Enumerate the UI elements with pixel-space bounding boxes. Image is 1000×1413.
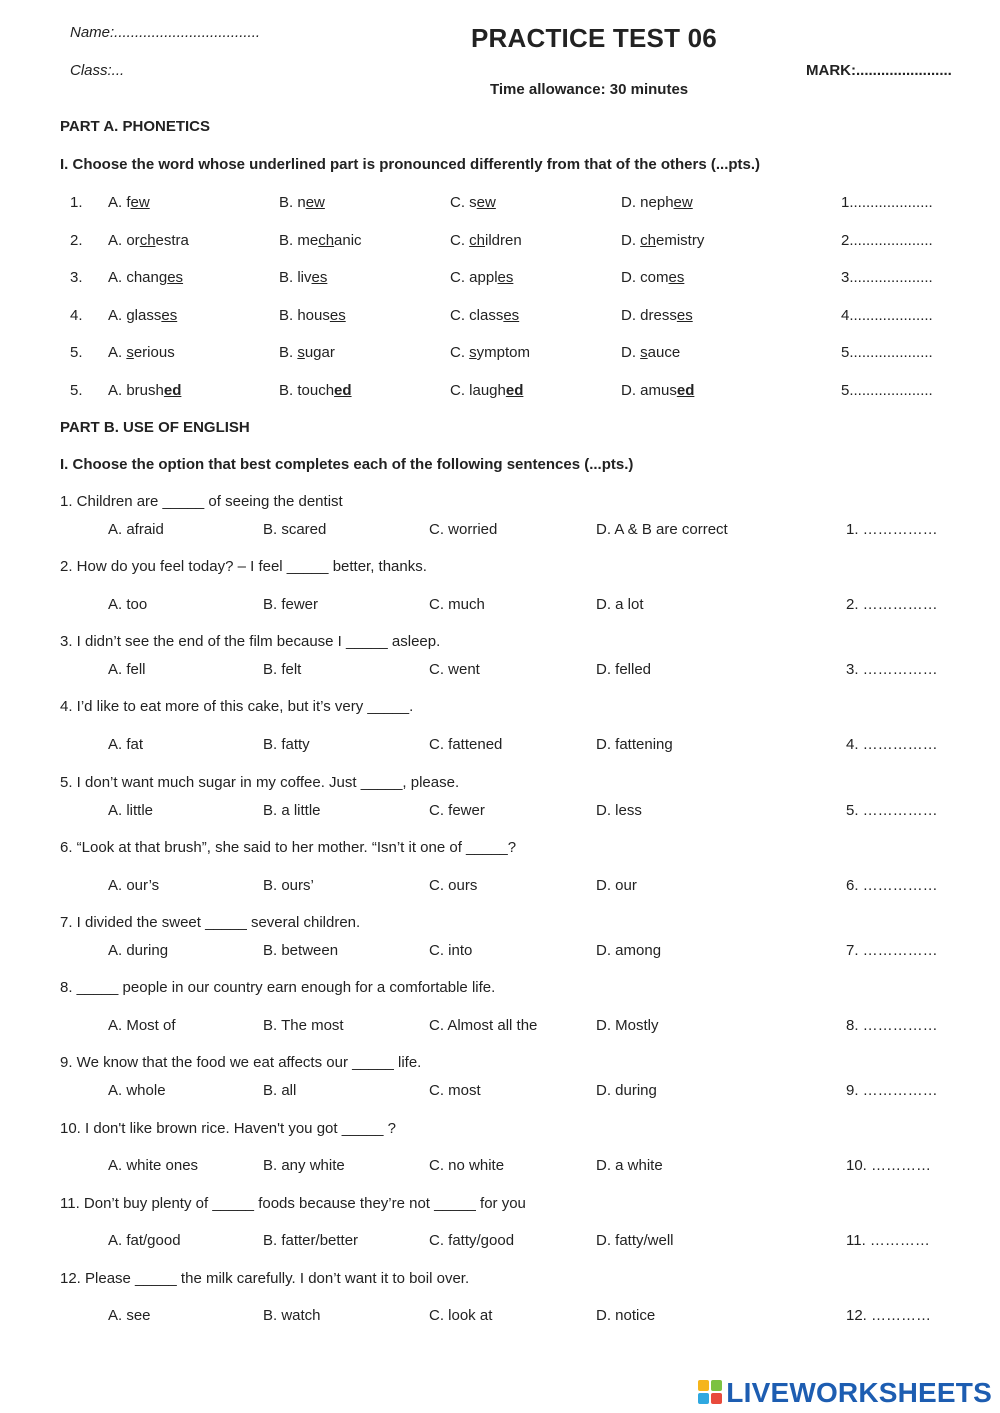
- answer-option[interactable]: B. fewer: [263, 596, 319, 613]
- underlined-part: s: [640, 344, 648, 361]
- underlined-part: es: [311, 269, 328, 286]
- answer-option[interactable]: B. fatty: [263, 736, 310, 753]
- phonetics-option[interactable]: [621, 194, 693, 211]
- answer-option[interactable]: C. ours: [429, 877, 478, 894]
- answer-option[interactable]: B. between: [263, 942, 339, 959]
- question-text: 6. “Look at that brush”, she said to her mother. “Isn’t it one of _____?: [60, 839, 517, 856]
- option-text: C. appl: [450, 269, 498, 286]
- answer-option[interactable]: C. much: [429, 596, 485, 613]
- phonetics-item-number: 5.: [70, 344, 83, 361]
- underlined-part: es: [167, 269, 184, 286]
- answer-option[interactable]: D. a lot: [596, 596, 644, 613]
- question-text: 9. We know that the food we eat affects our _____ life.: [60, 1054, 422, 1071]
- answer-option[interactable]: B. scared: [263, 521, 327, 538]
- underlined-part: ch: [640, 232, 657, 249]
- phonetics-option[interactable]: [279, 194, 325, 211]
- underlined-part: s: [469, 344, 477, 361]
- phonetics-option[interactable]: [279, 344, 335, 361]
- answer-option[interactable]: A. white ones: [108, 1157, 199, 1174]
- answer-option[interactable]: A. little: [108, 802, 154, 819]
- answer-option[interactable]: C. into: [429, 942, 473, 959]
- phonetics-option[interactable]: [450, 344, 530, 361]
- underlined-part: ch: [318, 232, 335, 249]
- answer-option[interactable]: B. felt: [263, 661, 302, 678]
- phonetics-option[interactable]: [621, 307, 693, 324]
- phonetics-option[interactable]: [108, 344, 175, 361]
- question-text: 4. I’d like to eat more of this cake, but it’s very _____.: [60, 698, 414, 715]
- answer-option[interactable]: C. fattened: [429, 736, 503, 753]
- answer-option[interactable]: D. during: [596, 1082, 657, 1099]
- option-text: B. liv: [279, 269, 312, 286]
- page-title: PRACTICE TEST 06: [471, 23, 717, 53]
- question-text: 8. _____ people in our country earn enough for a comfortable life.: [60, 979, 496, 996]
- answer-option[interactable]: C. Almost all the: [429, 1017, 538, 1034]
- option-text: anic: [334, 232, 362, 249]
- option-text: A. brush: [108, 382, 164, 399]
- answer-option[interactable]: B. ours’: [263, 877, 314, 894]
- option-text: D. com: [621, 269, 669, 286]
- option-text: C. class: [450, 307, 504, 324]
- answer-option[interactable]: A. afraid: [108, 521, 164, 538]
- answer-option[interactable]: A. see: [108, 1307, 151, 1324]
- phonetics-option[interactable]: [108, 269, 183, 286]
- answer-blank[interactable]: 8. ……………: [846, 1017, 938, 1034]
- option-text: estra: [155, 232, 189, 249]
- underlined-part: ew: [476, 194, 496, 211]
- option-text: D.: [621, 344, 641, 361]
- answer-option[interactable]: C. worried: [429, 521, 498, 538]
- phonetics-item-number: 4.: [70, 307, 83, 324]
- option-text: emistry: [656, 232, 705, 249]
- question-text: 3. I didn’t see the end of the film because I _____ asleep.: [60, 633, 441, 650]
- answer-blank[interactable]: 9. ……………: [846, 1082, 938, 1099]
- option-text: A. or: [108, 232, 140, 249]
- answer-option[interactable]: D. Mostly: [596, 1017, 659, 1034]
- option-text: ymptom: [476, 344, 531, 361]
- phonetics-option[interactable]: [279, 232, 362, 249]
- time-allowance: Time allowance: 30 minutes: [490, 81, 689, 98]
- underlined-part: es: [497, 269, 514, 286]
- answer-option[interactable]: B. any white: [263, 1157, 345, 1174]
- answer-option[interactable]: D. a white: [596, 1157, 663, 1174]
- answer-option[interactable]: B. all: [263, 1082, 297, 1099]
- liveworksheets-logo-text: LIVEWORKSHEETS: [726, 1377, 992, 1408]
- phonetics-option[interactable]: [108, 382, 181, 399]
- answer-blank[interactable]: 4....................: [841, 307, 933, 324]
- option-text: B. me: [279, 232, 319, 249]
- liveworksheets-logo: [698, 1377, 992, 1409]
- phonetics-option[interactable]: [621, 382, 694, 399]
- phonetics-option[interactable]: [108, 307, 177, 324]
- answer-blank[interactable]: 1. ……………: [846, 521, 938, 538]
- option-text: erious: [133, 344, 175, 361]
- answer-option[interactable]: D. felled: [596, 661, 652, 678]
- underlined-part: es: [503, 307, 520, 324]
- answer-option[interactable]: D. fattening: [596, 736, 673, 753]
- option-text: A. glass: [108, 307, 162, 324]
- option-text: B.: [279, 344, 298, 361]
- phonetics-option[interactable]: [450, 382, 523, 399]
- part-a-instruction: I. Choose the word whose underlined part is pronounced differently from that of the others (...pts.): [60, 156, 761, 173]
- underlined-part: ch: [139, 232, 156, 249]
- underlined-part: es: [668, 269, 685, 286]
- phonetics-option[interactable]: [621, 344, 680, 361]
- option-text: C. s: [450, 194, 477, 211]
- answer-option[interactable]: D. fatty/well: [596, 1232, 674, 1249]
- answer-option[interactable]: B. fatter/better: [263, 1232, 359, 1249]
- answer-option[interactable]: D. less: [596, 802, 642, 819]
- question-text: 5. I don’t want much sugar in my coffee. Just _____, please.: [60, 774, 460, 791]
- answer-blank[interactable]: 2. ……………: [846, 596, 938, 613]
- option-text: B. n: [279, 194, 306, 211]
- underlined-part: es: [329, 307, 346, 324]
- option-text: A. chang: [108, 269, 168, 286]
- underlined-part: ed: [334, 382, 352, 399]
- answer-option[interactable]: D. A & B are correct: [596, 521, 728, 538]
- option-text: C.: [450, 232, 470, 249]
- phonetics-option[interactable]: [108, 194, 150, 211]
- answer-blank[interactable]: 5....................: [841, 382, 933, 399]
- option-text: D.: [621, 232, 641, 249]
- underlined-part: ed: [676, 382, 695, 399]
- answer-option[interactable]: B. watch: [263, 1307, 321, 1324]
- answer-option[interactable]: C. look at: [429, 1307, 493, 1324]
- underlined-part: ew: [130, 194, 150, 211]
- underlined-part: ed: [505, 382, 524, 399]
- option-text: B. hous: [279, 307, 330, 324]
- answer-option[interactable]: A. our’s: [108, 877, 160, 894]
- answer-option[interactable]: A. whole: [108, 1082, 166, 1099]
- phonetics-option[interactable]: [450, 232, 522, 249]
- phonetics-option[interactable]: [450, 269, 513, 286]
- question-text: 10. I don't like brown rice. Haven't you got _____ ?: [60, 1120, 396, 1137]
- answer-option[interactable]: C. fatty/good: [429, 1232, 515, 1249]
- phonetics-option[interactable]: [450, 194, 496, 211]
- phonetics-option[interactable]: [108, 232, 189, 249]
- option-text: auce: [647, 344, 681, 361]
- option-text: A.: [108, 344, 127, 361]
- option-text: C.: [450, 344, 470, 361]
- answer-option[interactable]: A. fat/good: [108, 1232, 181, 1249]
- answer-option[interactable]: A. during: [108, 942, 169, 959]
- mark-field-label: MARK:.......................: [806, 62, 952, 79]
- option-text: B. touch: [279, 382, 335, 399]
- answer-blank[interactable]: 3. ……………: [846, 661, 938, 678]
- option-text: D. dress: [621, 307, 677, 324]
- answer-option[interactable]: C. no white: [429, 1157, 505, 1174]
- option-text: D. neph: [621, 194, 674, 211]
- underlined-part: ew: [673, 194, 693, 211]
- option-text: C. laugh: [450, 382, 506, 399]
- answer-option[interactable]: A. too: [108, 596, 148, 613]
- answer-blank[interactable]: 12. …………: [846, 1307, 932, 1324]
- underlined-part: es: [161, 307, 178, 324]
- phonetics-option[interactable]: [621, 232, 704, 249]
- phonetics-option[interactable]: [279, 269, 327, 286]
- liveworksheets-logo-icon: [698, 1380, 724, 1406]
- phonetics-option[interactable]: [450, 307, 519, 324]
- question-text: 12. Please _____ the milk carefully. I don’t want it to boil over.: [60, 1270, 470, 1287]
- answer-option[interactable]: A. Most of: [108, 1017, 176, 1034]
- name-field-label: Name:...................................: [70, 24, 261, 41]
- answer-blank[interactable]: 5. ……………: [846, 802, 938, 819]
- question-text: 11. Don’t buy plenty of _____ foods because they’re not _____ for you: [60, 1195, 526, 1212]
- class-field-label: Class:...: [70, 62, 125, 79]
- phonetics-option[interactable]: [279, 382, 352, 399]
- underlined-part: ew: [305, 194, 325, 211]
- option-text: A. f: [108, 194, 131, 211]
- question-text: 1. Children are _____ of seeing the dentist: [60, 493, 343, 510]
- option-text: D. amus: [621, 382, 677, 399]
- answer-option[interactable]: D. our: [596, 877, 637, 894]
- phonetics-item-number: 5.: [70, 382, 83, 399]
- phonetics-option[interactable]: [621, 269, 684, 286]
- underlined-part: es: [676, 307, 693, 324]
- answer-blank[interactable]: 3....................: [841, 269, 933, 286]
- underlined-part: s: [297, 344, 305, 361]
- answer-blank[interactable]: 7. ……………: [846, 942, 938, 959]
- option-text: ildren: [485, 232, 522, 249]
- answer-option[interactable]: B. a little: [263, 802, 321, 819]
- answer-blank[interactable]: 6. ……………: [846, 877, 938, 894]
- answer-option[interactable]: C. went: [429, 661, 480, 678]
- answer-option[interactable]: B. The most: [263, 1017, 344, 1034]
- answer-option[interactable]: A. fat: [108, 736, 144, 753]
- answer-option[interactable]: C. most: [429, 1082, 481, 1099]
- underlined-part: ch: [469, 232, 486, 249]
- phonetics-item-number: 2.: [70, 232, 83, 249]
- part-b-instruction: I. Choose the option that best completes each of the following sentences (...pts.): [60, 456, 634, 473]
- answer-option[interactable]: D. notice: [596, 1307, 656, 1324]
- answer-blank[interactable]: 11. …………: [846, 1232, 930, 1249]
- answer-blank[interactable]: 2....................: [841, 232, 933, 249]
- phonetics-item-number: 3.: [70, 269, 83, 286]
- part-b-heading: PART B. USE OF ENGLISH: [60, 419, 250, 436]
- phonetics-item-number: 1.: [70, 194, 83, 211]
- answer-option[interactable]: A. fell: [108, 661, 146, 678]
- answer-blank[interactable]: 10. …………: [846, 1157, 932, 1174]
- answer-option[interactable]: D. among: [596, 942, 662, 959]
- answer-blank[interactable]: 1....................: [841, 194, 933, 211]
- phonetics-option[interactable]: [279, 307, 346, 324]
- answer-option[interactable]: C. fewer: [429, 802, 485, 819]
- question-text: 7. I divided the sweet _____ several children.: [60, 914, 361, 931]
- option-text: ugar: [304, 344, 335, 361]
- answer-blank[interactable]: 5....................: [841, 344, 933, 361]
- answer-blank[interactable]: 4. ……………: [846, 736, 938, 753]
- question-text: 2. How do you feel today? – I feel _____ better, thanks.: [60, 558, 427, 575]
- part-a-heading: PART A. PHONETICS: [60, 118, 211, 135]
- underlined-part: s: [126, 344, 134, 361]
- underlined-part: ed: [163, 382, 182, 399]
